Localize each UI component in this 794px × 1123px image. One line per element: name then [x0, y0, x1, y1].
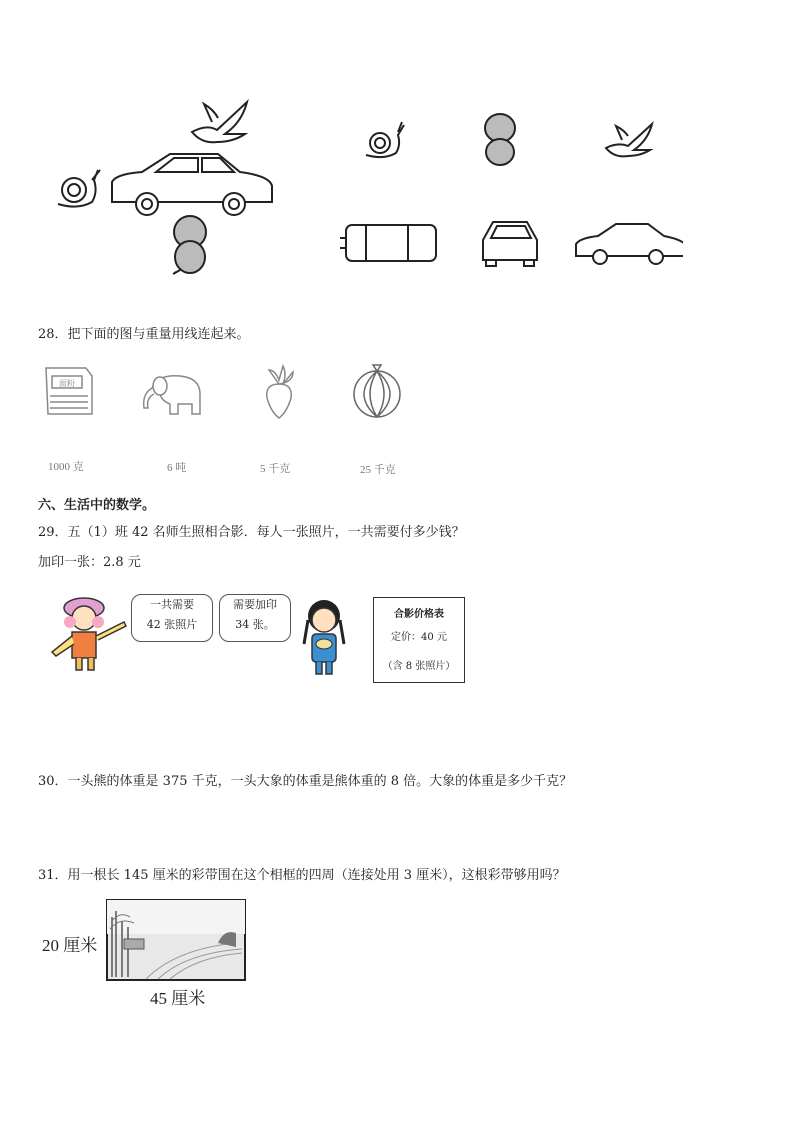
flour-bag-label: 面粉 [59, 379, 75, 388]
question-30-text: 30．一头熊的体重是 375 千克，一头大象的体重是熊体重的 8 倍。大象的体重是多少千克？ [38, 774, 573, 789]
speech-bubble-1 [131, 594, 213, 642]
snail-icon [58, 170, 100, 207]
bird-icon [606, 124, 652, 156]
flour-bag-image [40, 362, 96, 418]
observation-views-right [338, 110, 683, 275]
section-6-title: 六、生活中的数学。 [38, 498, 156, 513]
photo-frame-image [106, 899, 246, 981]
speech-bubble-2 [219, 594, 291, 642]
snail-icon [366, 122, 404, 157]
car-icon [112, 154, 272, 215]
weight-label-4: 25 千克 [360, 464, 396, 476]
bubble-2-line-1: 需要加印 [233, 598, 277, 611]
boy-cartoon [46, 590, 130, 674]
question-31-text: 31．用一根长 145 厘米的彩带围在这个相框的四周（连接处用 3 厘米），这根彩带够用吗？ [38, 868, 566, 883]
car-side-view-icon [576, 224, 683, 264]
frame-height-label: 20 厘米 [42, 936, 98, 955]
bird-icon [192, 102, 247, 142]
car-front-view-icon [483, 222, 537, 266]
frame-width-label: 45 厘米 [150, 989, 206, 1008]
bubble-1-line-1: 一共需要 [150, 598, 194, 611]
bubble-1-line-2: 42 张照片 [146, 618, 198, 631]
radish-image [256, 364, 302, 420]
question-28-text: 28．把下面的图与重量用线连起来。 [38, 327, 250, 342]
price-table [373, 597, 465, 683]
weight-label-2: 6 吨 [167, 462, 187, 474]
monkey-icon [485, 114, 515, 165]
question-29-text: 29．五（1）班 42 名师生照相合影．每人一张照片，一共需要付多少钱？ [38, 525, 465, 540]
weight-label-1: 1000 克 [48, 461, 84, 473]
weight-label-3: 5 千克 [260, 463, 291, 475]
car-top-view-icon [340, 225, 436, 261]
bubble-2-line-2: 34 张。 [235, 618, 275, 631]
question-29-note: 加印一张：2.8 元 [38, 555, 141, 570]
watermelon-image [350, 362, 404, 420]
elephant-image [138, 368, 204, 418]
price-table-price: 定价：40 元 [391, 632, 447, 643]
observation-scene-left [52, 92, 322, 277]
monkey-icon [174, 216, 206, 274]
price-table-title: 合影价格表 [394, 609, 444, 620]
price-table-note: （含 8 张照片） [382, 661, 456, 672]
girl-cartoon [292, 594, 356, 678]
